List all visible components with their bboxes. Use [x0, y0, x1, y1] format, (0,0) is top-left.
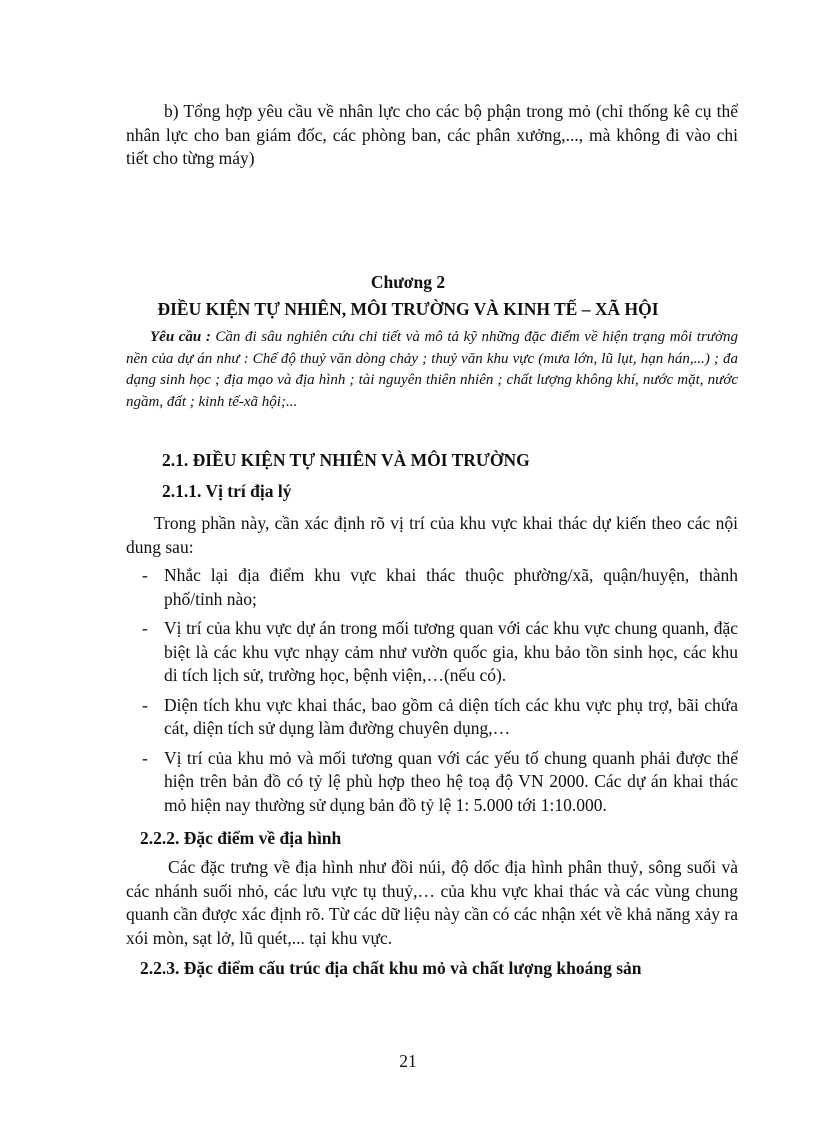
bullet-text: Vị trí của khu mỏ và mối tương quan với các yếu tố chung quanh phải được thể hiện trên bản đồ có tỷ lệ phù hợp theo hệ toạ độ VN 2000. Các dự án khai thác mỏ hiện nay thường sử dụng bản đồ tỷ lệ 1: 5.000 tới 1:10.000. [164, 747, 738, 815]
section-2-1-1-heading: 2.1.1. Vị trí địa lý [162, 481, 292, 501]
bullet-marker: - [142, 565, 148, 585]
bullet-marker: - [142, 694, 148, 715]
page-number: 21 [399, 1051, 417, 1071]
section-2-2-2-heading: 2.2.2. Đặc điểm về địa hình [140, 828, 342, 848]
section-2-2-3-heading: 2.2.3. Đặc điểm cấu trúc địa chất khu mỏ và chất lượng khoáng sản [140, 958, 642, 978]
section-2-1-heading: 2.1. ĐIỀU KIỆN TỰ NHIÊN VÀ MÔI TRƯỜNG [162, 450, 530, 470]
requirement-label: Yêu cầu : [150, 329, 211, 345]
bullet-text: Diện tích khu vực khai thác, bao gồm cả diện tích các khu vực phụ trợ, bãi chứa cát, diện tích sử dụng làm đường chuyên dụng,… [164, 694, 738, 738]
paragraph-b: b) Tổng hợp yêu cầu về nhân lực cho các bộ phận trong mỏ (chỉ thống kê cụ thể nhân lực cho ban giám đốc, các phòng ban, các phân xưởng,..., mà không đi vào chi tiết cho từng máy) [126, 101, 738, 168]
location-bullet-list [126, 564, 738, 823]
section-2-1-1-intro: Trong phần này, cần xác định rõ vị trí của khu vực khai thác dự kiến theo các nội dung sau: [126, 513, 738, 557]
bullet-text: Vị trí của khu vực dự án trong mối tương quan với các khu vực chung quanh, đặc biệt là các khu vực nhạy cảm như vườn quốc gia, khu bảo tồn sinh học, các khu di tích lịch sử, trường học, bệnh viện,…(nếu có). [164, 618, 738, 685]
list-item [126, 617, 738, 688]
requirement-note [126, 327, 738, 413]
list-item [126, 694, 738, 741]
bullet-marker: - [142, 747, 148, 768]
bullet-marker: - [142, 618, 148, 638]
chapter-number: Chương 2 [370, 272, 446, 292]
chapter-title: ĐIỀU KIỆN TỰ NHIÊN, MÔI TRƯỜNG VÀ KINH TẾ – XÃ HỘI [157, 299, 659, 319]
list-item [126, 747, 738, 818]
list-item [126, 564, 738, 611]
bullet-text: Nhắc lại địa điểm khu vực khai thác thuộc phường/xã, quận/huyện, thành phố/tỉnh nào; [164, 565, 738, 609]
requirement-text: Cần đi sâu nghiên cứu chi tiết và mô tả kỹ những đặc điểm về hiện trạng môi trường nền của dự án như : Chế độ thuỷ văn dòng chảy ; thuỷ văn khu vực (mưa lớn, lũ lụt, hạn hán,...) ; đa dạng sinh học ; địa mạo và địa hình ; tài nguyên thiên nhiên ; chất lượng không khí, nước mặt, nước ngầm, đất ; kinh tế-xã hội;... [126, 329, 738, 410]
section-2-2-2-text: Các đặc trưng về địa hình như đồi núi, độ dốc địa hình phân thuỷ, sông suối và các nhánh suối nhỏ, các lưu vực tụ thuỷ,… của khu vực khai thác và các vùng chung quanh cần được xác định rõ. Từ các dữ liệu này cần có các nhận xét về khả năng xảy ra xói mòn, sạt lở, lũ quét,... tại khu vực. [126, 857, 738, 948]
